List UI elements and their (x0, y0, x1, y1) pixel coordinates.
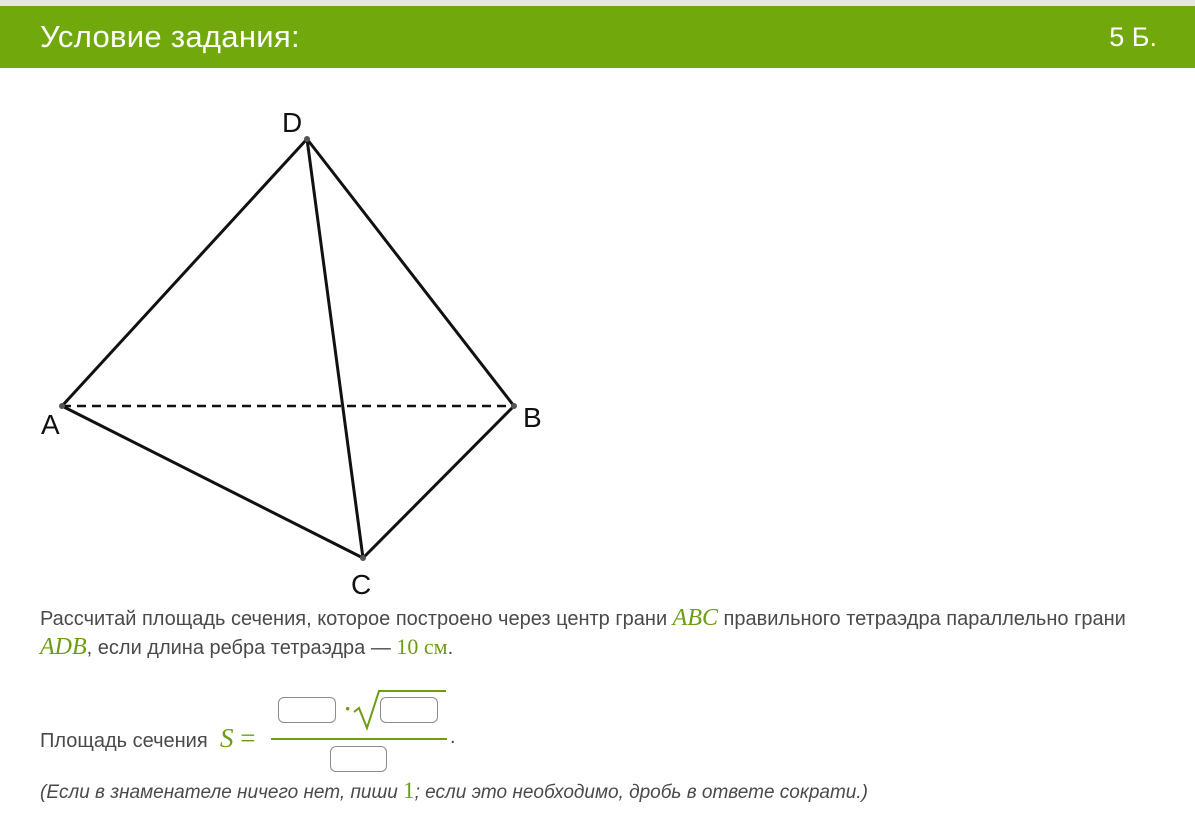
tetrahedron-figure (30, 100, 560, 600)
vertex-C-point (360, 555, 366, 561)
numerator-coefficient-field[interactable] (279, 698, 335, 722)
denominator-field[interactable] (331, 747, 386, 771)
edge-AC (62, 406, 363, 558)
task-text-part1: Рассчитай площадь сечения, которое построено через центр грани (40, 608, 673, 630)
task-text-part4: . (447, 637, 454, 659)
vertex-label-B: B (523, 402, 542, 433)
vertex-A-point (59, 403, 65, 409)
edge-BC (363, 406, 514, 558)
vertex-D-point (304, 136, 310, 142)
vertex-label-D: D (282, 107, 303, 138)
denominator-input[interactable] (330, 746, 387, 772)
points-badge: 5 Б. (1109, 22, 1157, 52)
hint-part1: (Если в знаменателе ничего нет, пиши (40, 782, 404, 803)
edge-length: 10 см (396, 634, 448, 659)
multiply-dot: · (344, 696, 352, 721)
radicand-field[interactable] (381, 698, 437, 722)
fraction-line (271, 738, 447, 740)
formula-lhs (220, 722, 255, 754)
hint-value: 1 (403, 778, 415, 803)
radicand-input[interactable] (380, 697, 438, 723)
vertex-label-C: C (351, 569, 372, 600)
formula-end-period: . (450, 726, 456, 748)
vertex-label-A: A (41, 409, 60, 440)
task-text-part2: правильного тетраэдра параллельно грани (718, 608, 1126, 630)
vertex-B-point (511, 403, 517, 409)
task-statement (40, 605, 1160, 662)
equals-sign: = (240, 723, 256, 753)
answer-hint (40, 778, 1160, 806)
numerator-coefficient-input[interactable] (278, 697, 336, 723)
header-title: Условие задания: (40, 19, 300, 54)
answer-label: Площадь сечения (40, 730, 208, 752)
tetrahedron-svg (30, 100, 560, 600)
face-adb: ADB (40, 634, 87, 660)
area-variable: S (220, 723, 234, 753)
task-text-part3: , если длина ребра тетраэдра — (86, 637, 397, 659)
edge-DA (62, 139, 307, 406)
answer-row (40, 686, 640, 778)
task-header (0, 6, 1195, 68)
face-abc: ABC (672, 605, 718, 631)
hint-part2: ; если это необходимо, дробь в ответе сократи.) (414, 782, 868, 803)
